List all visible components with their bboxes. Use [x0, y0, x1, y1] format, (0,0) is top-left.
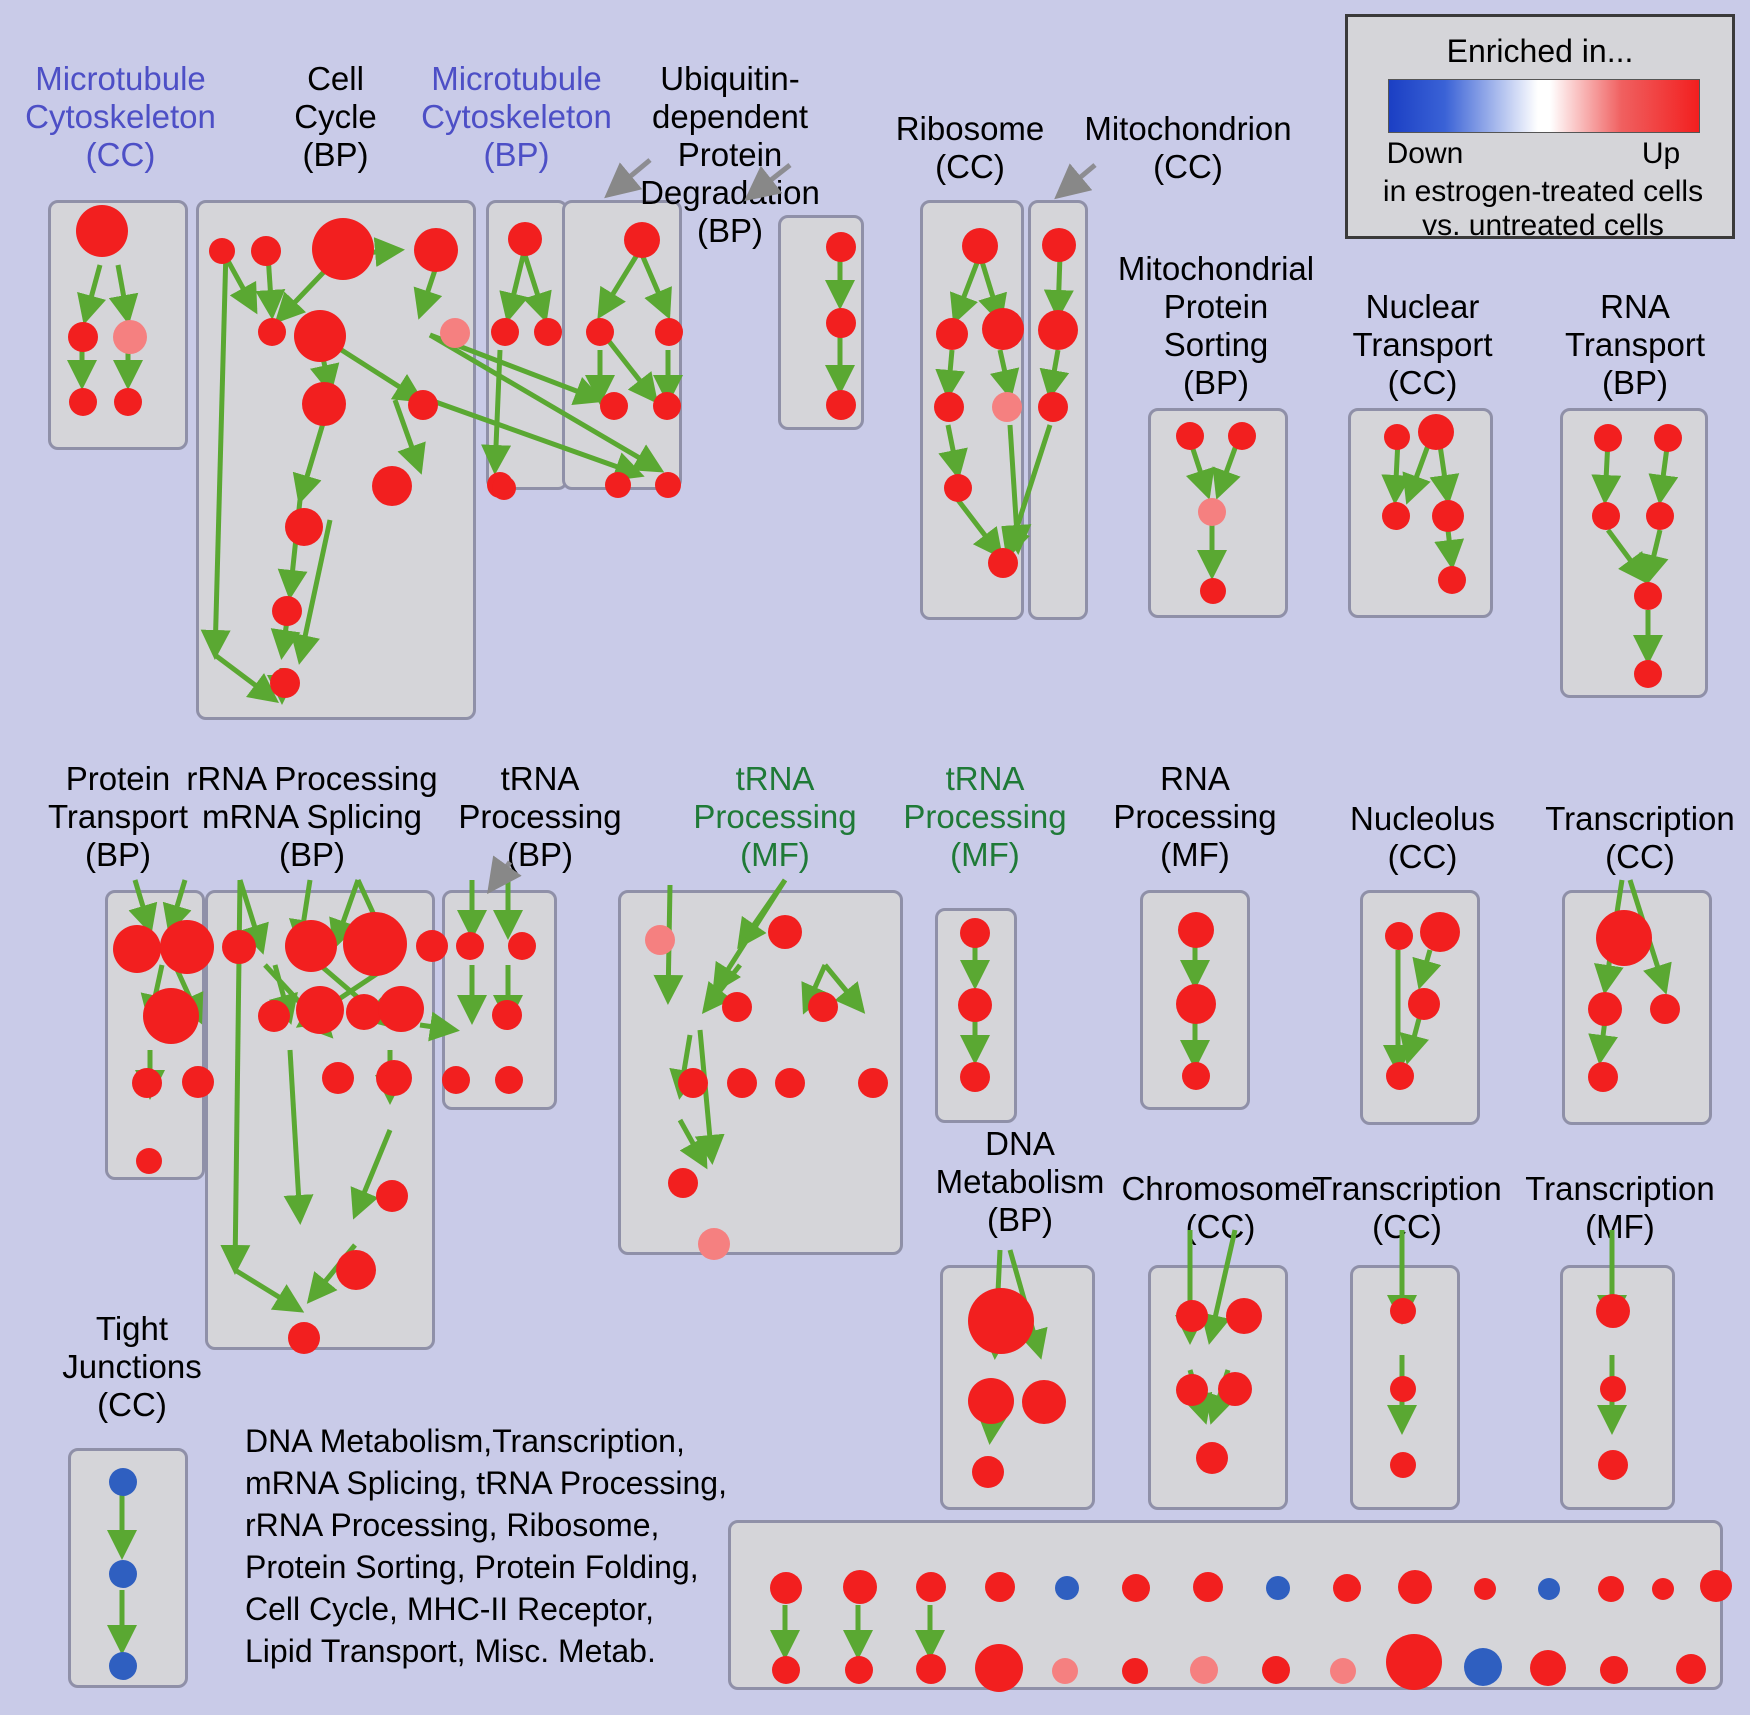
- node: [113, 925, 161, 973]
- node: [109, 1468, 137, 1496]
- node: [975, 1644, 1023, 1692]
- node: [492, 476, 516, 500]
- node: [143, 988, 199, 1044]
- node: [1200, 578, 1226, 604]
- legend-box: [1345, 14, 1735, 242]
- node: [440, 318, 470, 348]
- node: [251, 236, 281, 266]
- node: [1652, 1578, 1674, 1600]
- node: [962, 228, 998, 264]
- node: [1385, 922, 1413, 950]
- node: [1634, 660, 1662, 688]
- node: [960, 1062, 990, 1092]
- node: [1700, 1570, 1732, 1602]
- node: [1464, 1648, 1502, 1686]
- node: [1650, 994, 1680, 1024]
- node: [1594, 424, 1622, 452]
- node: [495, 1066, 523, 1094]
- node: [988, 548, 1018, 578]
- node: [1598, 1576, 1624, 1602]
- node: [1432, 500, 1464, 532]
- node: [586, 318, 614, 346]
- node: [958, 988, 992, 1022]
- node: [916, 1654, 946, 1684]
- node: [770, 1572, 802, 1604]
- node: [600, 392, 628, 420]
- node: [985, 1572, 1015, 1602]
- node: [843, 1570, 877, 1604]
- node: [508, 932, 536, 960]
- node: [1122, 1658, 1148, 1684]
- node: [1390, 1452, 1416, 1478]
- node: [109, 1652, 137, 1680]
- node: [68, 322, 98, 352]
- label-cell-cycle-bp: Cell Cycle (BP): [294, 60, 377, 173]
- panel-misc-bottom-row: [728, 1520, 1723, 1690]
- node: [1226, 1298, 1262, 1334]
- label-trna-processing-mf-1: tRNA Processing (MF): [693, 760, 857, 873]
- node: [1382, 502, 1410, 530]
- node: [1474, 1578, 1496, 1600]
- node: [109, 1560, 137, 1588]
- node: [270, 668, 300, 698]
- node: [182, 1066, 214, 1098]
- node: [1196, 1442, 1228, 1474]
- label-mitochondrial-protein-sorting-bp: Mitochondrial Protein Sorting (BP): [1117, 250, 1315, 401]
- node: [916, 1572, 946, 1602]
- node: [69, 388, 97, 416]
- node: [1266, 1576, 1290, 1600]
- node: [972, 1456, 1004, 1488]
- node: [1386, 1062, 1414, 1090]
- label-microtubule-cytoskeleton-bp: Microtubule Cytoskeleton (BP): [421, 60, 612, 173]
- node: [76, 205, 128, 257]
- label-transcription-cc-2: Transcription (CC): [1312, 1170, 1502, 1245]
- node: [322, 1062, 354, 1094]
- node: [258, 1000, 290, 1032]
- node: [698, 1228, 730, 1260]
- node: [1596, 1294, 1630, 1328]
- legend-gradient-bar: [1388, 79, 1700, 133]
- node: [1038, 310, 1078, 350]
- node: [296, 986, 344, 1034]
- node: [645, 925, 675, 955]
- node: [1538, 1578, 1560, 1600]
- node: [491, 318, 519, 346]
- node: [826, 232, 856, 262]
- node: [258, 318, 286, 346]
- node: [1193, 1572, 1223, 1602]
- label-nucleolus-cc: Nucleolus (CC): [1350, 800, 1495, 875]
- label-ribosome-cc: Ribosome (CC): [895, 110, 1045, 185]
- node: [1390, 1298, 1416, 1324]
- legend-up-label: Up: [1641, 137, 1681, 170]
- node: [722, 992, 752, 1022]
- legend-down-label: Down: [1386, 137, 1464, 170]
- node: [408, 390, 438, 420]
- node: [1408, 988, 1440, 1020]
- node: [655, 318, 683, 346]
- node: [1052, 1658, 1078, 1684]
- node: [678, 1068, 708, 1098]
- node: [414, 228, 458, 272]
- label-chromosome-cc: Chromosome (CC): [1121, 1170, 1320, 1245]
- node: [376, 1180, 408, 1212]
- node: [1420, 912, 1460, 952]
- node: [1122, 1574, 1150, 1602]
- label-microtubule-cytoskeleton-cc: Microtubule Cytoskeleton (CC): [25, 60, 216, 173]
- node: [1198, 498, 1226, 526]
- node: [1218, 1372, 1252, 1406]
- node: [132, 1068, 162, 1098]
- node: [1176, 1300, 1208, 1332]
- node: [222, 930, 256, 964]
- node: [1676, 1654, 1706, 1684]
- node: [1418, 414, 1454, 450]
- label-rna-transport-bp: RNA Transport (BP): [1565, 288, 1705, 401]
- node: [1055, 1576, 1079, 1600]
- node: [346, 994, 382, 1030]
- label-rna-processing-mf: RNA Processing (MF): [1113, 760, 1277, 873]
- node: [288, 1322, 320, 1354]
- node: [845, 1656, 873, 1684]
- node: [378, 986, 424, 1032]
- node: [1042, 228, 1076, 262]
- label-trna-processing-mf-2: tRNA Processing (MF): [903, 760, 1067, 873]
- node: [960, 918, 990, 948]
- node: [285, 920, 337, 972]
- node: [772, 1656, 800, 1684]
- label-trna-processing-bp: tRNA Processing (BP): [458, 760, 622, 873]
- node: [1022, 1380, 1066, 1424]
- node: [1038, 392, 1068, 422]
- node: [343, 912, 407, 976]
- node: [655, 472, 681, 498]
- node: [1330, 1658, 1356, 1684]
- node: [605, 472, 631, 498]
- node: [1530, 1650, 1566, 1686]
- node: [624, 222, 660, 258]
- node: [968, 1288, 1034, 1354]
- node: [668, 1168, 698, 1198]
- node: [302, 382, 346, 426]
- node: [114, 388, 142, 416]
- node: [508, 222, 542, 256]
- node: [113, 320, 147, 354]
- label-tight-junctions-cc: Tight Junctions (CC): [62, 1310, 202, 1423]
- node: [768, 915, 802, 949]
- node: [808, 992, 838, 1022]
- node: [1262, 1656, 1290, 1684]
- label-dna-metabolism-bp: DNA Metabolism (BP): [935, 1125, 1105, 1238]
- node: [336, 1250, 376, 1290]
- node: [1654, 424, 1682, 452]
- node: [1386, 1634, 1442, 1690]
- node: [272, 596, 302, 626]
- label-ubiquitin-degradation-bp: Ubiquitin- dependent Protein Degradation (BP): [640, 60, 820, 249]
- node: [1176, 984, 1216, 1024]
- node: [1390, 1376, 1416, 1402]
- legend-caption: in estrogen-treated cells vs. untreated cells: [1382, 175, 1704, 242]
- node: [534, 318, 562, 346]
- node: [1592, 502, 1620, 530]
- node: [826, 308, 856, 338]
- node: [1438, 566, 1466, 594]
- node: [1398, 1570, 1432, 1604]
- node: [492, 1000, 522, 1030]
- node: [372, 466, 412, 506]
- node: [968, 1378, 1014, 1424]
- label-transcription-cc-1: Transcription (CC): [1545, 800, 1735, 875]
- node: [209, 238, 235, 264]
- node: [1598, 1450, 1628, 1480]
- node: [416, 930, 448, 962]
- node: [1176, 1374, 1208, 1406]
- node: [294, 310, 346, 362]
- node: [1634, 582, 1662, 610]
- node: [1190, 1656, 1218, 1684]
- node: [727, 1068, 757, 1098]
- panel-rna-transport-bp: [1560, 408, 1708, 698]
- node: [442, 1066, 470, 1094]
- misc-category-text: DNA Metabolism,Transcription, mRNA Splicing, tRNA Processing, rRNA Processing, Ribosome, Protein Sorting, Protein Folding, Cell Cycle, MHC-II Receptor, Lipid Transport, Misc. Metab.: [245, 1423, 727, 1669]
- label-transcription-mf: Transcription (MF): [1525, 1170, 1715, 1245]
- node: [1182, 1062, 1210, 1090]
- node: [1588, 1062, 1618, 1092]
- node: [944, 474, 972, 502]
- node: [1333, 1574, 1361, 1602]
- node: [936, 318, 968, 350]
- node: [1228, 422, 1256, 450]
- legend-title: Enriched in...: [1446, 33, 1634, 69]
- node: [653, 392, 681, 420]
- node: [160, 920, 214, 974]
- node: [1600, 1656, 1628, 1684]
- node: [934, 392, 964, 422]
- node: [826, 390, 856, 420]
- node: [982, 308, 1024, 350]
- label-rrna-mrna-bp: rRNA Processing mRNA Splicing (BP): [186, 760, 438, 873]
- node: [1596, 910, 1652, 966]
- node: [136, 1148, 162, 1174]
- label-nuclear-transport-cc: Nuclear Transport (CC): [1352, 288, 1493, 401]
- node: [1600, 1376, 1626, 1402]
- node: [992, 392, 1022, 422]
- node: [456, 932, 484, 960]
- node: [1646, 502, 1674, 530]
- node: [1384, 424, 1410, 450]
- label-mitochondrion-cc: Mitochondrion (CC): [1084, 110, 1292, 185]
- node: [376, 1060, 412, 1096]
- node: [1178, 912, 1214, 948]
- node: [285, 508, 323, 546]
- node: [312, 218, 374, 280]
- node: [1176, 422, 1204, 450]
- node: [1588, 992, 1622, 1026]
- node: [775, 1068, 805, 1098]
- node: [858, 1068, 888, 1098]
- label-protein-transport-bp: Protein Transport (BP): [48, 760, 188, 873]
